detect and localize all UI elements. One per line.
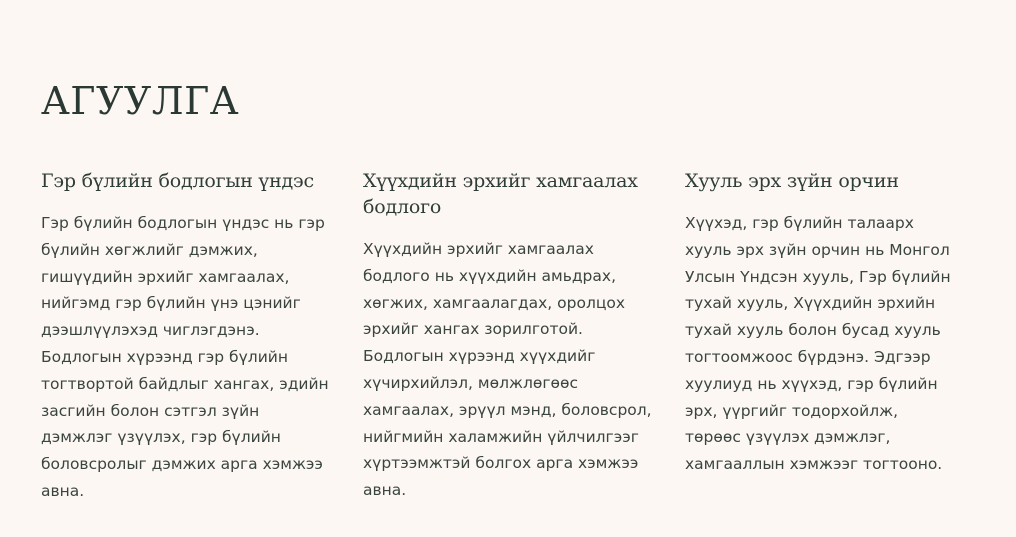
column-child-rights-policy: [363, 168, 685, 505]
column-legal-environment: [685, 168, 985, 505]
page-title: АГУУЛГА: [41, 79, 240, 123]
column-heading: Гэр бүлийн бодлогын үндэс: [41, 170, 314, 192]
column-heading: Хүүхдийн эрхийг хамгаалах бодлого: [363, 170, 638, 218]
column-body: Гэр бүлийн бодлогын үндэс нь гэр бүлийн хөгжлийг дэмжих, гишүүдийн эрхийг хамгаалах, нийгэмд гэр бүлийн үнэ цэнийг дээшлүүлэхэд чиглэгдэнэ. Бодлогын хүрээнд гэр бүлийн тогтвортой байдлыг хангах, эдийн засгийн болон сэтгэл зүйн дэмжлэг үзүүлэх, гэр бүлийн боловсролыг дэмжих арга хэмжээ авна.: [41, 214, 329, 500]
column-body: Хүүхэд, гэр бүлийн талаарх хууль эрх зүйн орчин нь Монгол Улсын Үндсэн хууль, Гэр бүлийн тухай хууль, Хүүхдийн эрхийн тухай хууль болон бусад хууль тогтоомжоос бүрдэнэ. Эдгээр хуулиуд нь хүүхэд, гэр бүлийн эрх, үүргийг тодорхойлж, төрөөс үзүүлэх дэмжлэг, хамгааллын хэмжээг тогтооно.: [685, 214, 951, 474]
column-heading: Хууль эрх зүйн орчин: [685, 170, 899, 192]
content-columns: [41, 168, 976, 505]
column-body: Хүүхдийн эрхийг хамгаалах бодлого нь хүүхдийн амьдрах, хөгжих, хамгаалагдах, оролцох эрхийг хангах зорилготой. Бодлогын хүрээнд хүүхдийг хүчирхийлэл, мөлжлөгөөс хамгаалах, эрүүл мэнд, боловсрол, нийгмийн халамжийн үйлчилгээг хүртээмжтэй болгох арга хэмжээ авна.: [363, 240, 652, 500]
column-family-policy: [41, 168, 363, 505]
